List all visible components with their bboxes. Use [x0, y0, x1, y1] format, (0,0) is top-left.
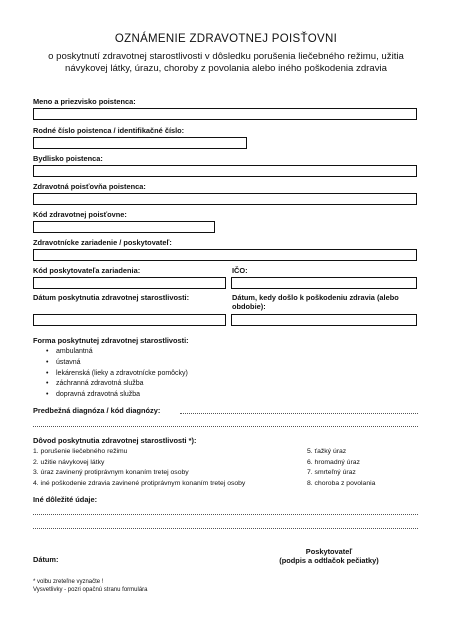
facility-field[interactable]: [33, 249, 417, 261]
signature-label: Poskytovateľ: [305, 547, 353, 556]
reason-option[interactable]: 7. smrteľný úraz: [307, 469, 356, 477]
footnote-marking: * volbu zreteľne vyznačte !: [33, 579, 104, 585]
ico-label: IČO:: [232, 266, 248, 275]
birth-number-field[interactable]: [33, 137, 247, 149]
footnote-explanations: Vysvetlivky - pozri opačnú stranu formulára: [33, 587, 148, 593]
care-form-option[interactable]: • lekárenská (lieky a zdravotnícke pomôcky): [46, 369, 188, 380]
signature-note: (podpis a odtlačok pečiatky): [279, 556, 379, 565]
reason-option[interactable]: 4. iné poškodenie zdravia zavinené protiprávnym konaním tretej osoby: [33, 479, 246, 487]
care-form-list: [46, 347, 188, 401]
reason-list-left: [33, 447, 245, 489]
residence-field[interactable]: [33, 165, 417, 177]
date-label: Dátum:: [33, 555, 59, 564]
care-date-field[interactable]: [33, 314, 226, 326]
care-date-label: Dátum poskytnutia zdravotnej starostlivosti:: [33, 293, 190, 302]
reason-option[interactable]: 6. hromadný úraz: [307, 458, 360, 466]
ico-field[interactable]: [231, 277, 417, 289]
care-form-option[interactable]: • ústavná: [46, 358, 188, 369]
care-form-option[interactable]: • záchranná zdravotná služba: [46, 379, 188, 390]
insurer-code-label: Kód zdravotnej poisťovne:: [33, 210, 127, 219]
reason-option[interactable]: 3. úraz zavinený protiprávnym konaním tretej osoby: [33, 469, 189, 477]
insurer-field[interactable]: [33, 193, 417, 205]
reason-option[interactable]: 8. choroba z povolania: [307, 479, 376, 487]
insurer-code-field[interactable]: [33, 221, 215, 233]
residence-label: Bydlisko poistenca:: [33, 154, 103, 163]
reason-option[interactable]: 2. užitie návykovej látky: [33, 458, 105, 466]
reason-option[interactable]: 1. porušenie liečebného režimu: [33, 448, 128, 455]
reason-list-right: [307, 447, 375, 489]
reason-heading: Dôvod poskytnutia zdravotnej starostlivosti *):: [33, 436, 197, 445]
diagnosis-label: Predbežná diagnóza / kód diagnózy:: [33, 406, 161, 415]
form-title: OZNÁMENIE ZDRAVOTNEJ POISŤOVNI: [114, 33, 338, 45]
birth-number-label: Rodné číslo poistenca / identifikačné číslo:: [33, 126, 185, 135]
insurer-label: Zdravotná poisťovňa poistenca:: [33, 182, 146, 191]
other-data-label: Iné dôležité údaje:: [33, 495, 98, 504]
provider-code-field[interactable]: [33, 277, 226, 289]
name-label: Meno a priezvisko poistenca:: [33, 97, 136, 106]
care-form-option[interactable]: • ambulantná: [46, 347, 188, 358]
other-data-line-1[interactable]: [33, 514, 418, 515]
provider-code-label: Kód poskytovateľa zariadenia:: [33, 266, 141, 275]
other-data-line-2[interactable]: [33, 528, 418, 529]
reason-option[interactable]: 5. ťažký úraz: [307, 448, 347, 455]
diagnosis-line-2[interactable]: [33, 426, 418, 427]
diagnosis-line[interactable]: [180, 413, 418, 414]
damage-date-label: Dátum, kedy došlo k poškodeniu zdravia (alebo obdobie):: [232, 293, 399, 311]
name-field[interactable]: [33, 108, 417, 120]
form-subtitle: o poskytnutí zdravotnej starostlivosti v dôsledku porušenia liečebného režimu, užitia návykovej látky, úrazu, choroby z povolania alebo iného poškodenia zdravia: [48, 51, 404, 75]
care-form-option[interactable]: • dopravná zdravotná služba: [46, 390, 188, 401]
damage-date-field[interactable]: [231, 314, 417, 326]
care-form-heading: Forma poskytnutej zdravotnej starostlivosti:: [33, 336, 189, 345]
facility-label: Zdravotnícke zariadenie / poskytovateľ:: [33, 238, 172, 247]
